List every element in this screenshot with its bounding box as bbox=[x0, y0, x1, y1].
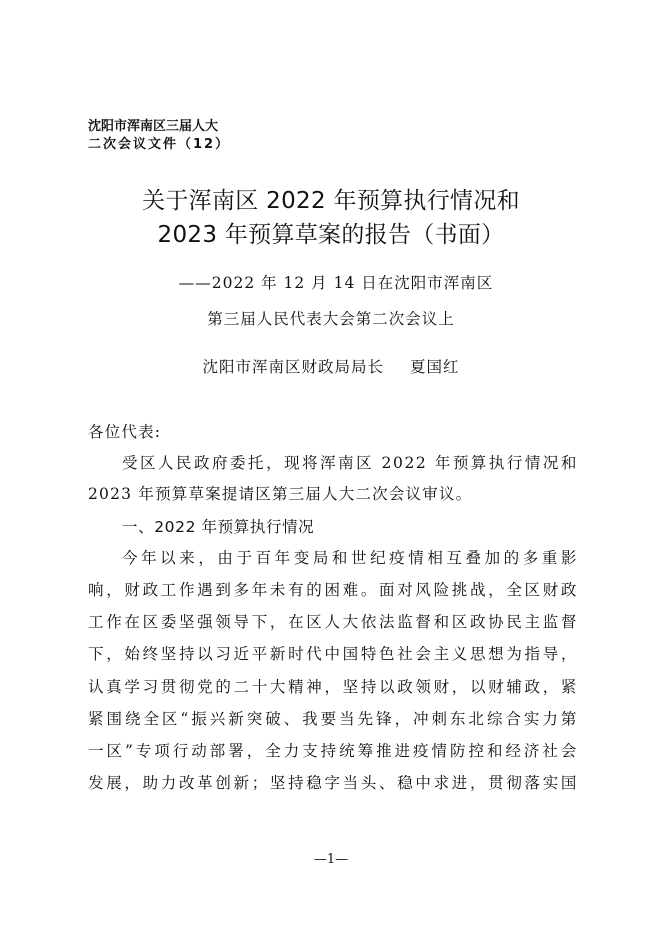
report-title-line1: 关于浑南区 2022 年预算执行情况和 bbox=[142, 188, 520, 214]
page-number: —1— bbox=[313, 852, 349, 867]
report-title-line2: 2023 年预算草案的报告（书面） bbox=[157, 222, 505, 248]
paragraph-line: 下，始终坚持以习近平新时代中国特色社会主义思想为指导， bbox=[88, 645, 578, 663]
document-label-line1: 沈阳市浑南区三届人大 bbox=[88, 119, 219, 134]
paragraph-line: 发展，助力改革创新；坚持稳字当头、稳中求进，贯彻落实国 bbox=[88, 774, 578, 792]
paragraph-line: 工作在区委坚强领导下，在区人大依法监督和区政协民主监督 bbox=[88, 613, 578, 631]
subtitle-line1: ——2022 年 12 月 14 日在沈阳市浑南区 bbox=[178, 274, 494, 292]
subtitle-line2: 第三届人民代表大会第二次会议上 bbox=[207, 310, 455, 328]
author-name: 夏国红 bbox=[410, 358, 460, 376]
paragraph-line: 响，财政工作遇到多年未有的困难。面对风险挑战，全区财政 bbox=[88, 581, 578, 599]
document-label-line2: 二次会议文件（12） bbox=[88, 137, 231, 152]
author-position: 沈阳市浑南区财政局局长 bbox=[202, 358, 384, 376]
paragraph-line: 今年以来，由于百年变局和世纪疫情相互叠加的多重影 bbox=[122, 549, 578, 567]
author-line bbox=[0, 356, 662, 378]
section-heading-1: 一、2022 年预算执行情况 bbox=[122, 518, 315, 536]
intro-line-2: 2023 年预算草案提请区第三届人大二次会议审议。 bbox=[88, 485, 473, 503]
paragraph-line: 紧围绕全区“振兴新突破、我要当先锋，冲刺东北综合实力第 bbox=[88, 710, 578, 728]
salutation: 各位代表: bbox=[88, 423, 162, 441]
paragraph-line: 认真学习贯彻党的二十大精神，坚持以政领财，以财辅政，紧 bbox=[88, 678, 578, 696]
intro-line-1: 受区人民政府委托，现将浑南区 2022 年预算执行情况和 bbox=[122, 454, 578, 472]
paragraph-line: 一区”专项行动部署，全力支持统筹推进疫情防控和经济社会 bbox=[88, 742, 578, 760]
